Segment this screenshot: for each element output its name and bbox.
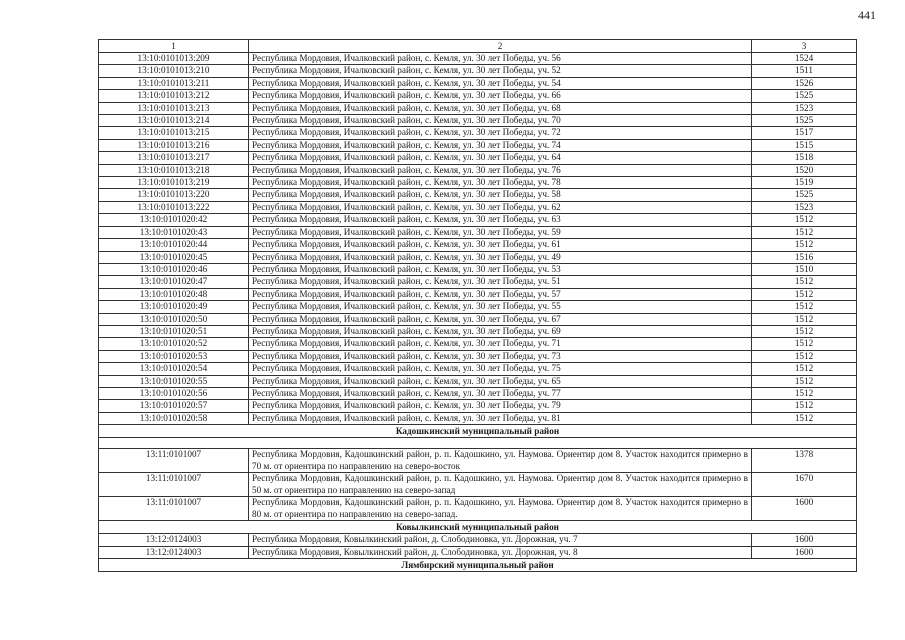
area: 1515 — [752, 139, 857, 151]
table-row — [99, 497, 857, 521]
area: 1512 — [752, 375, 857, 387]
section-lyambir-row — [99, 559, 857, 572]
area: 1512 — [752, 412, 857, 424]
table-row — [99, 449, 857, 473]
table-row — [99, 534, 857, 546]
cadastral-number: 13:10:0101020:49 — [99, 301, 249, 313]
cadastral-number: 13:10:0101020:42 — [99, 214, 249, 226]
table-row — [99, 263, 857, 275]
address: Республика Мордовия, Ичалковский район, с. Кемля, ул. 30 лет Победы, уч. 77 — [249, 387, 752, 399]
address: Республика Мордовия, Ичалковский район, с. Кемля, ул. 30 лет Победы, уч. 75 — [249, 363, 752, 375]
area: 1512 — [752, 387, 857, 399]
address: Республика Мордовия, Ковылкинский район, д. Слободиновка, ул. Дорожная, уч. 7 — [249, 534, 752, 546]
table-row — [99, 288, 857, 300]
address: Республика Мордовия, Ичалковский район, с. Кемля, ул. 30 лет Победы, уч. 68 — [249, 102, 752, 114]
address: Республика Мордовия, Ичалковский район, с. Кемля, ул. 30 лет Победы, уч. 62 — [249, 201, 752, 213]
area: 1511 — [752, 65, 857, 77]
header-col-3: 3 — [752, 40, 857, 53]
cadastral-number: 13:10:0101020:51 — [99, 325, 249, 337]
area: 1512 — [752, 325, 857, 337]
area: 1516 — [752, 251, 857, 263]
area: 1512 — [752, 226, 857, 238]
address: Республика Мордовия, Ичалковский район, с. Кемля, ул. 30 лет Победы, уч. 70 — [249, 115, 752, 127]
address: Республика Мордовия, Ичалковский район, с. Кемля, ул. 30 лет Победы, уч. 61 — [249, 239, 752, 251]
cadastral-number: 13:12:0124003 — [99, 534, 249, 546]
cadastral-number: 13:10:0101020:50 — [99, 313, 249, 325]
table-row — [99, 387, 857, 399]
cadastral-number: 13:10:0101013:210 — [99, 65, 249, 77]
table-row — [99, 473, 857, 497]
address: Республика Мордовия, Ичалковский район, с. Кемля, ул. 30 лет Победы, уч. 73 — [249, 350, 752, 362]
area: 1512 — [752, 338, 857, 350]
area: 1512 — [752, 363, 857, 375]
area: 1520 — [752, 164, 857, 176]
address: Республика Мордовия, Кадошкинский район, р. п. Кадошкино, ул. Наумова. Ориентир дом 8. Участок находится примерно в 50 м. от ориентира по направлению на северо-запад — [249, 473, 752, 497]
cadastral-number: 13:10:0101020:43 — [99, 226, 249, 238]
cadastral-number: 13:10:0101013:209 — [99, 53, 249, 65]
cadastral-number: 13:10:0101020:52 — [99, 338, 249, 350]
address: Республика Мордовия, Ичалковский район, с. Кемля, ул. 30 лет Победы, уч. 51 — [249, 276, 752, 288]
table-row — [99, 152, 857, 164]
cadastral-number: 13:10:0101020:46 — [99, 263, 249, 275]
cadastral-number: 13:10:0101013:215 — [99, 127, 249, 139]
section-title: Лямбирский муниципальный район — [99, 559, 857, 572]
table-row — [99, 115, 857, 127]
area: 1512 — [752, 214, 857, 226]
address: Республика Мордовия, Ичалковский район, с. Кемля, ул. 30 лет Победы, уч. 69 — [249, 325, 752, 337]
table-row — [99, 127, 857, 139]
area: 1526 — [752, 77, 857, 89]
address: Республика Мордовия, Ичалковский район, с. Кемля, ул. 30 лет Победы, уч. 74 — [249, 139, 752, 151]
table-row — [99, 90, 857, 102]
cadastral-number: 13:10:0101013:213 — [99, 102, 249, 114]
address: Республика Мордовия, Ичалковский район, с. Кемля, ул. 30 лет Победы, уч. 55 — [249, 301, 752, 313]
area: 1525 — [752, 90, 857, 102]
section-title: Кадошкинский муниципальный район — [99, 425, 857, 438]
table-row — [99, 400, 857, 412]
section-kadoshkino-row — [99, 425, 857, 438]
section-title: Ковылкинский муниципальный район — [99, 521, 857, 534]
address: Республика Мордовия, Ичалковский район, с. Кемля, ул. 30 лет Победы, уч. 78 — [249, 177, 752, 189]
address: Республика Мордовия, Ичалковский район, с. Кемля, ул. 30 лет Победы, уч. 52 — [249, 65, 752, 77]
table-row — [99, 363, 857, 375]
table-row — [99, 201, 857, 213]
address: Республика Мордовия, Ичалковский район, с. Кемля, ул. 30 лет Победы, уч. 56 — [249, 53, 752, 65]
header-col-2: 2 — [249, 40, 752, 53]
address: Республика Мордовия, Ичалковский район, с. Кемля, ул. 30 лет Победы, уч. 59 — [249, 226, 752, 238]
table-row — [99, 164, 857, 176]
area: 1519 — [752, 177, 857, 189]
cadastral-number: 13:10:0101020:53 — [99, 350, 249, 362]
area: 1600 — [752, 497, 857, 521]
table-row — [99, 325, 857, 337]
table-row — [99, 189, 857, 201]
table-row — [99, 313, 857, 325]
address: Республика Мордовия, Ичалковский район, с. Кемля, ул. 30 лет Победы, уч. 49 — [249, 251, 752, 263]
section-kovylkino-row — [99, 521, 857, 534]
table-row — [99, 139, 857, 151]
cadastral-number: 13:10:0101020:55 — [99, 375, 249, 387]
area: 1512 — [752, 288, 857, 300]
area: 1518 — [752, 152, 857, 164]
land-plots-table — [98, 39, 857, 572]
table-row — [99, 301, 857, 313]
area: 1600 — [752, 546, 857, 558]
page-number: 441 — [858, 8, 876, 22]
table-row — [99, 338, 857, 350]
address: Республика Мордовия, Ичалковский район, с. Кемля, ул. 30 лет Победы, уч. 66 — [249, 90, 752, 102]
table-row — [99, 177, 857, 189]
area: 1512 — [752, 313, 857, 325]
address: Республика Мордовия, Ичалковский район, с. Кемля, ул. 30 лет Победы, уч. 65 — [249, 375, 752, 387]
area: 1670 — [752, 473, 857, 497]
table-row — [99, 102, 857, 114]
cadastral-number: 13:11:0101007 — [99, 473, 249, 497]
table-row — [99, 546, 857, 558]
table-row — [99, 53, 857, 65]
cadastral-number: 13:10:0101020:47 — [99, 276, 249, 288]
address: Республика Мордовия, Ичалковский район, с. Кемля, ул. 30 лет Победы, уч. 72 — [249, 127, 752, 139]
area: 1523 — [752, 102, 857, 114]
table-row — [99, 412, 857, 424]
area: 1512 — [752, 301, 857, 313]
table-row — [99, 226, 857, 238]
cadastral-number: 13:10:0101020:57 — [99, 400, 249, 412]
table-row — [99, 239, 857, 251]
header-col-1: 1 — [99, 40, 249, 53]
area: 1600 — [752, 534, 857, 546]
cadastral-number: 13:12:0124003 — [99, 546, 249, 558]
address: Республика Мордовия, Ковылкинский район, д. Слободиновка, ул. Дорожная, уч. 8 — [249, 546, 752, 558]
area: 1510 — [752, 263, 857, 275]
address: Республика Мордовия, Кадошкинский район, р. п. Кадошкино, ул. Наумова. Ориентир дом 8. Участок находится примерно в 70 м. от ориентира по направлению на северо-восток — [249, 449, 752, 473]
cadastral-number: 13:10:0101020:45 — [99, 251, 249, 263]
cadastral-number: 13:10:0101020:54 — [99, 363, 249, 375]
cadastral-number: 13:10:0101020:44 — [99, 239, 249, 251]
address: Республика Мордовия, Ичалковский район, с. Кемля, ул. 30 лет Победы, уч. 53 — [249, 263, 752, 275]
cadastral-number: 13:10:0101013:217 — [99, 152, 249, 164]
cadastral-number: 13:10:0101013:219 — [99, 177, 249, 189]
table-row — [99, 214, 857, 226]
table-row — [99, 77, 857, 89]
address: Республика Мордовия, Ичалковский район, с. Кемля, ул. 30 лет Победы, уч. 67 — [249, 313, 752, 325]
cadastral-number: 13:10:0101013:214 — [99, 115, 249, 127]
area: 1512 — [752, 276, 857, 288]
table-header-row — [99, 40, 857, 53]
area: 1523 — [752, 201, 857, 213]
cadastral-number: 13:10:0101013:218 — [99, 164, 249, 176]
area: 1512 — [752, 239, 857, 251]
area: 1525 — [752, 189, 857, 201]
table-row — [99, 251, 857, 263]
area: 1524 — [752, 53, 857, 65]
cadastral-number: 13:10:0101020:58 — [99, 412, 249, 424]
area: 1378 — [752, 449, 857, 473]
address: Республика Мордовия, Ичалковский район, с. Кемля, ул. 30 лет Победы, уч. 71 — [249, 338, 752, 350]
address: Республика Мордовия, Ичалковский район, с. Кемля, ул. 30 лет Победы, уч. 58 — [249, 189, 752, 201]
address: Республика Мордовия, Ичалковский район, с. Кемля, ул. 30 лет Победы, уч. 81 — [249, 412, 752, 424]
address: Республика Мордовия, Кадошкинский район, р. п. Кадошкино, ул. Наумова. Ориентир дом 8. Участок находится примерно в 80 м. от ориентира по направлению на северо-запад. — [249, 497, 752, 521]
table-row — [99, 375, 857, 387]
cadastral-number: 13:10:0101013:220 — [99, 189, 249, 201]
area: 1512 — [752, 350, 857, 362]
address: Республика Мордовия, Ичалковский район, с. Кемля, ул. 30 лет Победы, уч. 79 — [249, 400, 752, 412]
cadastral-number: 13:10:0101013:211 — [99, 77, 249, 89]
area: 1512 — [752, 400, 857, 412]
table-row — [99, 65, 857, 77]
address: Республика Мордовия, Ичалковский район, с. Кемля, ул. 30 лет Победы, уч. 57 — [249, 288, 752, 300]
cadastral-number: 13:10:0101020:48 — [99, 288, 249, 300]
cadastral-number: 13:11:0101007 — [99, 497, 249, 521]
cadastral-number: 13:10:0101020:56 — [99, 387, 249, 399]
address: Республика Мордовия, Ичалковский район, с. Кемля, ул. 30 лет Победы, уч. 54 — [249, 77, 752, 89]
address: Республика Мордовия, Ичалковский район, с. Кемля, ул. 30 лет Победы, уч. 63 — [249, 214, 752, 226]
cadastral-number: 13:10:0101013:216 — [99, 139, 249, 151]
table-row — [99, 276, 857, 288]
area: 1517 — [752, 127, 857, 139]
address: Республика Мордовия, Ичалковский район, с. Кемля, ул. 30 лет Победы, уч. 64 — [249, 152, 752, 164]
cadastral-number: 13:11:0101007 — [99, 449, 249, 473]
address: Республика Мордовия, Ичалковский район, с. Кемля, ул. 30 лет Победы, уч. 76 — [249, 164, 752, 176]
cadastral-number: 13:10:0101013:212 — [99, 90, 249, 102]
spacer-row — [99, 438, 857, 449]
area: 1525 — [752, 115, 857, 127]
table-row — [99, 350, 857, 362]
cadastral-number: 13:10:0101013:222 — [99, 201, 249, 213]
